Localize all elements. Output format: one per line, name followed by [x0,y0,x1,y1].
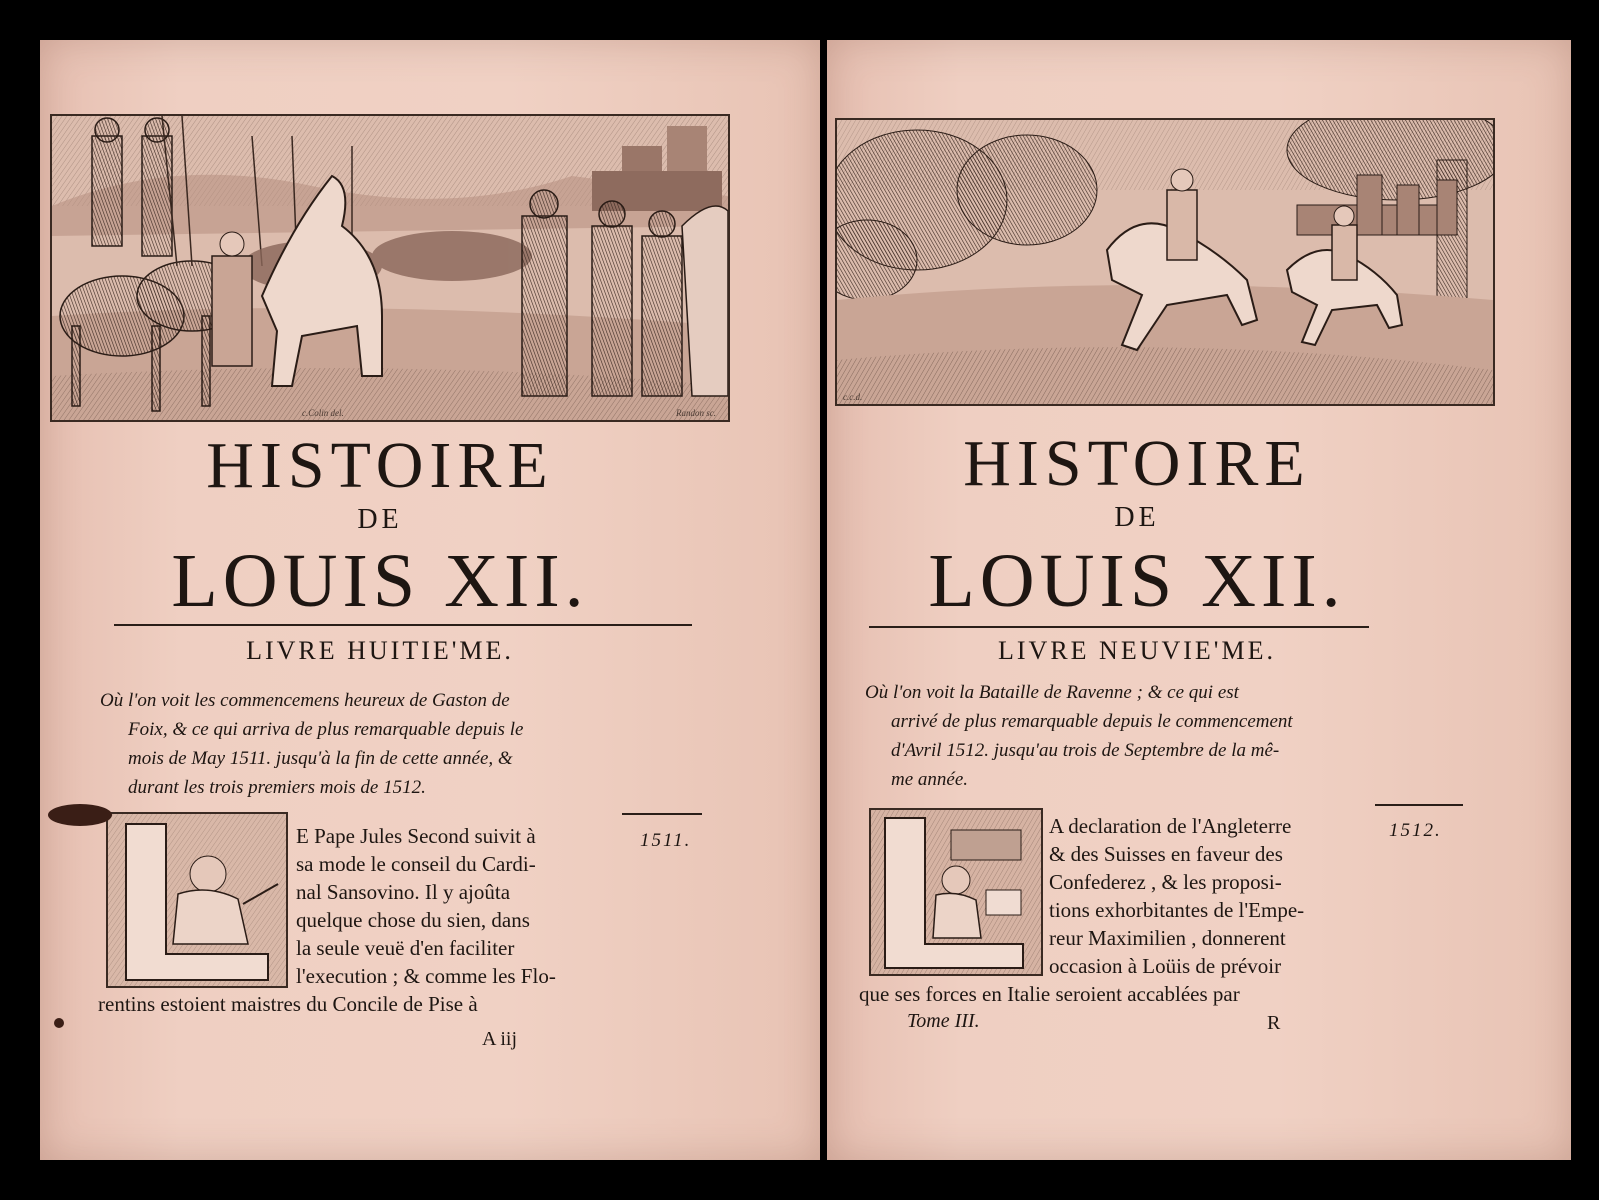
title-louis-xii: LOUIS XII. [171,539,589,623]
left-page [40,40,820,1160]
title-rule [114,624,692,626]
body-line: A declaration de l'Angleterre [1049,814,1292,838]
body-line: nal Sansovino. Il y ajoûta [296,880,511,904]
body-line: tions exhorbitantes de l'Empe- [1049,898,1305,922]
summary-line: arrivé de plus remarquable depuis le commencement [891,711,1293,732]
body-line: quelque chose du sien, dans [296,908,530,932]
body-text [1049,812,1365,980]
margin-rule [1375,804,1463,806]
body-line: Confederez , & les proposi- [1049,870,1282,894]
title-de: DE [1114,502,1160,533]
chapter-summary [865,678,1385,794]
engraving-illustration [837,120,1493,404]
initial-illustration [871,810,1041,974]
summary-line: durant les trois premiers mois de 1512. [128,777,426,798]
headpiece-engraving-riders [835,118,1495,406]
body-text-full-line [859,980,1379,1008]
book-heading: LIVRE HUITIE'ME. [246,636,514,665]
body-line: & des Suisses en faveur des [1049,842,1283,866]
body-line: rentins estoient maistres du Concile de Pise à [98,992,478,1016]
chapter-summary [100,686,668,802]
engraving-illustration [52,116,728,420]
body-line: occasion à Loüis de prévoir [1049,954,1282,978]
summary-line: Où l'on voit les commencemens heureux de Gaston de [100,690,510,711]
ink-stain [54,1018,64,1028]
signature-mark: A iij [482,1028,518,1050]
ink-stain [48,804,112,826]
body-line: sa mode le conseil du Cardi- [296,852,536,876]
body-text-full-line [98,990,658,1018]
margin-rule [622,813,702,815]
right-page [827,40,1571,1160]
book-heading: LIVRE NEUVIE'ME. [998,636,1276,665]
margin-year: 1511. [640,830,692,851]
decorated-initial-l [869,808,1043,976]
initial-illustration [108,814,286,986]
summary-line: mois de May 1511. jusqu'à la fin de cette année, & [128,748,513,769]
body-text [296,822,614,990]
page-title: HISTOIRE [963,427,1311,500]
engraving-credit: c.c.d. [843,392,863,402]
engraving-credit-designer: c.Colin del. [302,408,344,418]
body-line: E Pape Jules Second suivit à [296,824,536,848]
body-line: l'execution ; & comme les Flo- [296,964,556,988]
title-de: DE [357,504,403,535]
body-line: la seule veuë d'en faciliter [296,936,515,960]
summary-line: me année. [891,769,969,790]
signature-mark: R [1267,1012,1281,1034]
title-rule [869,626,1369,628]
summary-line: Où l'on voit la Bataille de Ravenne ; & ce qui est [865,682,1239,703]
margin-year: 1512. [1389,820,1442,841]
summary-line: Foix, & ce qui arriva de plus remarquable depuis le [128,719,524,740]
body-line: reur Maximilien , donnerent [1049,926,1286,950]
body-line: que ses forces en Italie seroient accablées par [859,982,1240,1006]
headpiece-engraving-cavalry [50,114,730,422]
volume-catchword: Tome III. [907,1010,980,1032]
title-louis-xii: LOUIS XII. [928,539,1346,623]
engraving-credit-engraver: Randon sc. [676,408,716,418]
decorated-initial-l [106,812,288,988]
page-title: HISTOIRE [206,429,554,502]
summary-line: d'Avril 1512. jusqu'au trois de Septembre de la mê- [891,740,1280,761]
